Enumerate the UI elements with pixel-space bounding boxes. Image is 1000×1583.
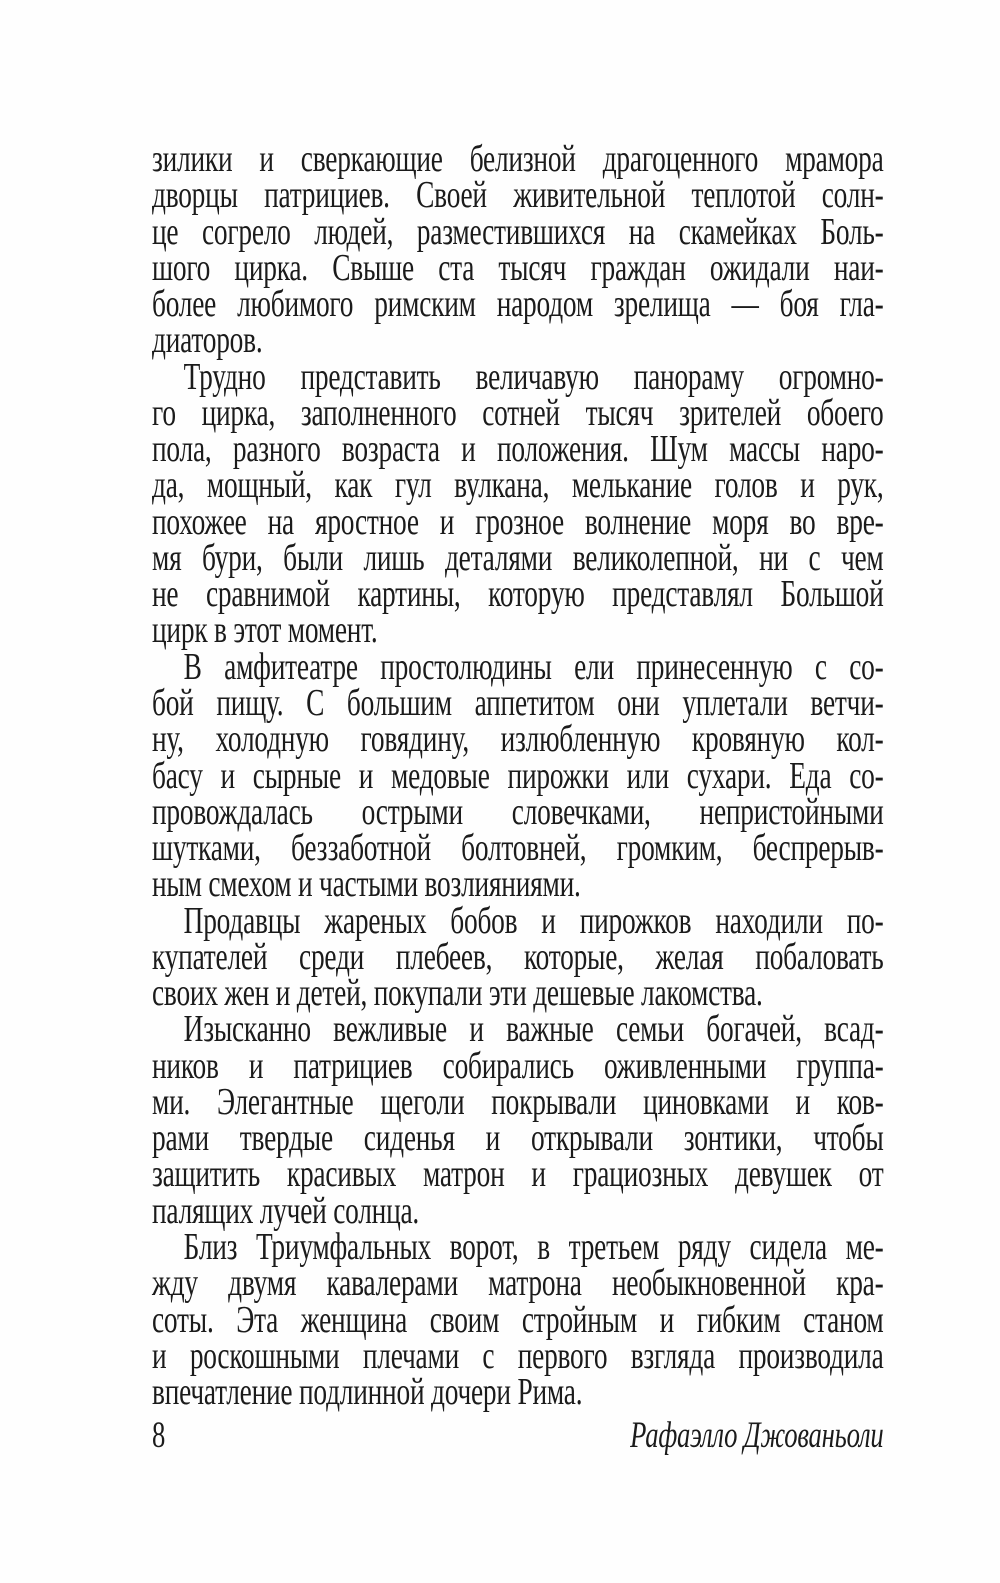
text-line: не сравнимой картины, которую представлял Большой xyxy=(152,573,884,616)
page-number: 8 xyxy=(152,1415,166,1456)
text-line: ным смехом и частыми возлияниями. xyxy=(152,863,581,906)
text-line: Близ Триумфальных ворот, в третьем ряду сидела ме- xyxy=(183,1225,884,1268)
text-line: басу и сырные и медовые пирожки или сухари. Еда со- xyxy=(152,754,884,797)
text-line: Продавцы жареных бобов и пирожков находили по- xyxy=(183,899,884,942)
text-line: го цирка, заполненного сотней тысяч зрителей обоего xyxy=(152,391,884,434)
text-line: провождалась острыми словечками, непристойными xyxy=(152,790,884,833)
text-line: соты. Эта женщина своим стройным и гибким станом xyxy=(152,1298,884,1341)
text-line: бой пищу. С большим аппетитом они уплетали ветчи- xyxy=(152,681,884,724)
text-line: шутками, беззаботной болтовней, громким, беспрерыв- xyxy=(152,827,884,870)
text-line: дворцы патрициев. Своей живительной теплотой солн- xyxy=(152,174,884,217)
text-line: Трудно представить величавую панораму огромно- xyxy=(183,355,884,398)
text-line: ми. Элегантные щеголи покрывали циновками и ков- xyxy=(152,1080,884,1123)
text-line: защитить красивых матрон и грациозных девушек от xyxy=(152,1153,884,1196)
running-author-name: Рафаэлло Джованьоли xyxy=(630,1415,884,1456)
text-line: да, мощный, как гул вулкана, мелькание голов и рук, xyxy=(152,464,884,507)
page-footer xyxy=(152,1417,884,1455)
text-line: зилики и сверкающие белизной драгоценного мрамора xyxy=(152,138,884,180)
text-line: более любимого римским народом зрелища — боя гла- xyxy=(152,283,884,326)
text-line: своих жен и детей, покупали эти дешевые лакомства. xyxy=(152,972,763,1015)
text-line: мя бури, были лишь деталями великолепной, ни с чем xyxy=(152,536,884,579)
text-block xyxy=(152,138,884,1414)
text-line: палящих лучей солнца. xyxy=(152,1189,420,1232)
text-line: ников и патрициев собирались оживленными группа- xyxy=(152,1044,884,1087)
text-line: впечатление подлинной дочери Рима. xyxy=(152,1371,583,1414)
text-line: цирк в этот момент. xyxy=(152,609,378,652)
text-line: похожее на яростное и грозное волнение моря во вре- xyxy=(152,500,884,543)
text-line: це согрело людей, разместившихся на скамейках Боль- xyxy=(152,210,884,253)
text-line: В амфитеатре простолюдины ели принесенную с со- xyxy=(183,645,884,688)
text-line: ну, холодную говядину, излюбленную кровяную кол- xyxy=(152,718,884,761)
text-line: купателей среди плебеев, которые, желая побаловать xyxy=(152,935,884,978)
text-line: пола, разного возраста и положения. Шум массы наро- xyxy=(152,428,884,471)
text-line: диаторов. xyxy=(152,319,263,362)
text-line: и роскошными плечами с первого взгляда производила xyxy=(152,1334,884,1377)
text-line: рами твердые сиденья и открывали зонтики, чтобы xyxy=(152,1117,884,1160)
text-line: шого цирка. Свыше ста тысяч граждан ожидали наи- xyxy=(152,246,884,289)
text-line: Изысканно вежливые и важные семьи богачей, всад- xyxy=(183,1008,884,1051)
text-line: жду двумя кавалерами матрона необыкновенной кра- xyxy=(152,1262,884,1305)
